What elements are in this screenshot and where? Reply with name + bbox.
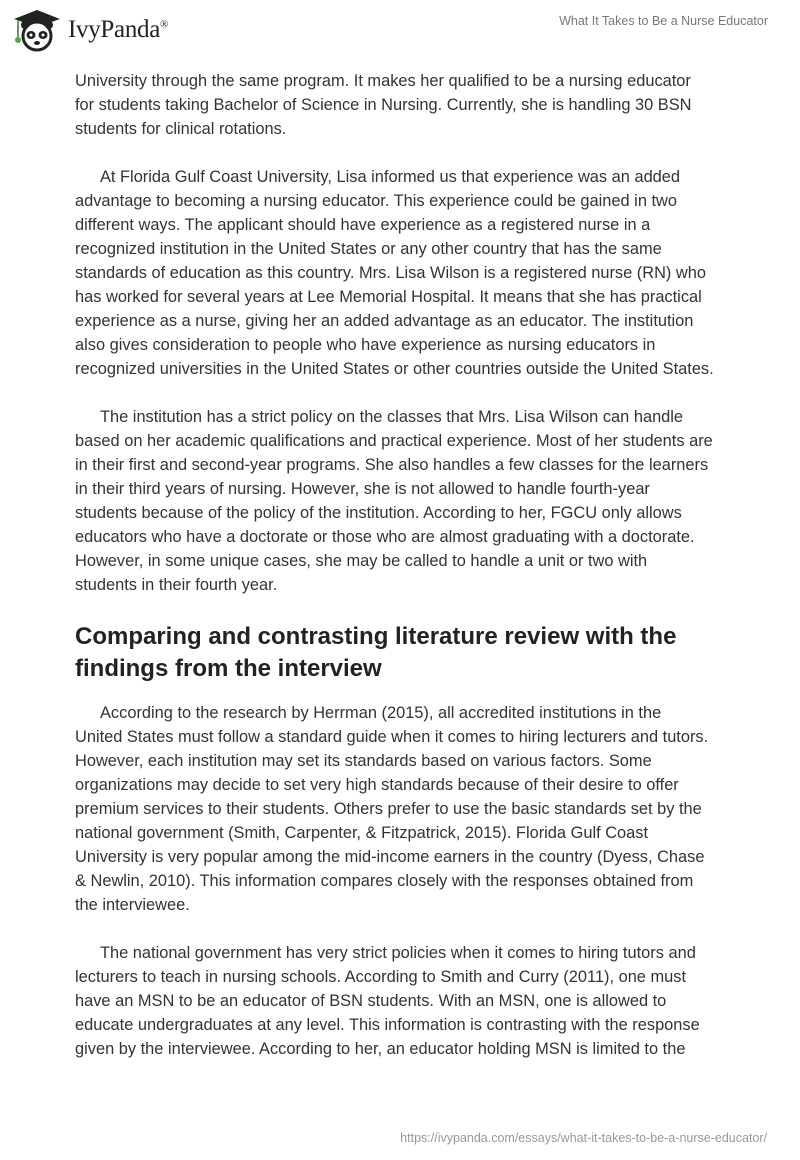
paragraph (75, 405, 755, 597)
text-line: students for clinical rotations. (75, 120, 287, 138)
text-line: educate undergraduates at any level. This information is contrasting with the response (75, 1016, 700, 1034)
text-line: advantage to becoming a nursing educator. This experience could be gained in two (75, 192, 678, 210)
logo-text: IvyPanda® (68, 16, 169, 43)
text-line: for students taking Bachelor of Science in Nursing. Currently, she is handling 30 BSN (75, 96, 692, 114)
paragraph (75, 701, 755, 917)
text-line: have an MSN to be an educator of BSN students. With an MSN, one is allowed to (75, 992, 667, 1010)
text-line: students in their fourth year. (75, 576, 278, 594)
text-line: However, each institution may set its standards based on various factors. Some (75, 752, 652, 770)
text-line: premium services to their students. Others prefer to use the basic standards set by the (75, 800, 702, 818)
text-line: in their third years of nursing. However, she is not allowed to handle fourth-year (75, 480, 650, 498)
text-line: experience as a nurse, giving her an added advantage as an educator. The institution (75, 312, 694, 330)
section-heading (75, 621, 755, 685)
text-line: However, in some unique cases, she may be called to handle a unit or two with (75, 552, 648, 570)
page-header (0, 0, 800, 60)
text-line: the interviewee. (75, 896, 190, 914)
text-line: The national government has very strict policies when it comes to hiring tutors and (100, 944, 696, 962)
ivypanda-logo[interactable] (12, 8, 168, 52)
text-line: lecturers to teach in nursing schools. According to Smith and Curry (2011), one must (75, 968, 686, 986)
text-line: also gives consideration to people who have experience as nursing educators in (75, 336, 656, 354)
text-line: United States must follow a standard guide when it comes to hiring lecturers and tutors. (75, 728, 709, 746)
text-line: & Newlin, 2010). This information compares closely with the responses obtained from (75, 872, 694, 890)
text-line: University through the same program. It makes her qualified to be a nursing educator (75, 72, 691, 90)
paragraph (75, 69, 755, 141)
text-line: educators who have a doctorate or those who are almost graduating with a doctorate. (75, 528, 695, 546)
text-line: recognized institution in the United States or any other country that has the same (75, 240, 662, 258)
document-title: What It Takes to Be a Nurse Educator (559, 14, 768, 28)
paragraph (75, 165, 755, 381)
text-line: findings from the interview (75, 655, 382, 682)
footer-url[interactable]: https://ivypanda.com/essays/what-it-takes-to-be-a-nurse-educator/ (400, 1131, 767, 1145)
article-body (75, 69, 755, 1085)
text-line: given by the interviewee. According to her, an educator holding MSN is limited to the (75, 1040, 686, 1058)
text-line: organizations may decide to set very high standards because of their desire to offer (75, 776, 679, 794)
text-line: Comparing and contrasting literature review with the (75, 623, 677, 650)
paragraph (75, 941, 755, 1061)
text-line: in their first and second-year programs. She also handles a few classes for the learners (75, 456, 709, 474)
text-line: standards of education as this country. Mrs. Lisa Wilson is a registered nurse (RN) who (75, 264, 706, 282)
text-line: different ways. The applicant should have experience as a registered nurse in a (75, 216, 651, 234)
text-line: national government (Smith, Carpenter, & Fitzpatrick, 2015). Florida Gulf Coast (75, 824, 649, 842)
text-line: University is very popular among the mid-income earners in the country (Dyess, Chase (75, 848, 705, 866)
text-line: based on her academic qualifications and practical experience. Most of her students are (75, 432, 713, 450)
text-line: recognized universities in the United States or other countries outside the United States. (75, 360, 714, 378)
text-line: At Florida Gulf Coast University, Lisa informed us that experience was an added (100, 168, 681, 186)
panda-graduate-icon (12, 8, 62, 52)
text-line: students because of the policy of the institution. According to her, FGCU only allows (75, 504, 682, 522)
text-line: The institution has a strict policy on the classes that Mrs. Lisa Wilson can handle (100, 408, 684, 426)
text-line: has worked for several years at Lee Memorial Hospital. It means that she has practical (75, 288, 702, 306)
text-line: According to the research by Herrman (2015), all accredited institutions in the (100, 704, 662, 722)
